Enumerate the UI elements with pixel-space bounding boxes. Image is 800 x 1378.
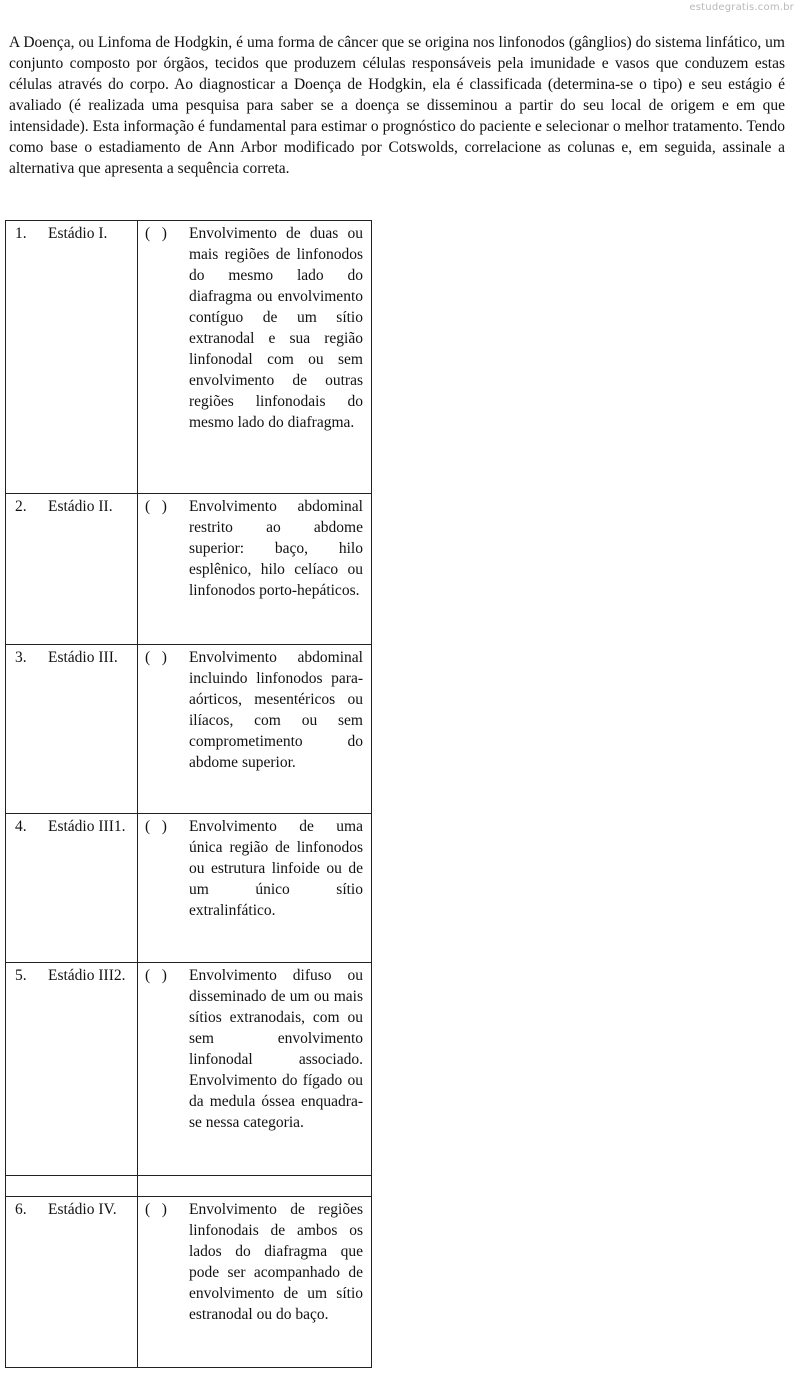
item-number: 2. xyxy=(15,498,27,515)
table-row xyxy=(6,963,372,1176)
description-cell xyxy=(138,1197,372,1368)
answer-blank: ( ) xyxy=(145,1201,167,1218)
description-text: Envolvimento de uma única região de linfonodos ou estrutura linfoide ou de um único sítio extralinfático. xyxy=(189,818,363,919)
empty-cell xyxy=(6,1176,138,1197)
matching-table xyxy=(5,220,372,1368)
item-number: 1. xyxy=(15,225,27,242)
table-row xyxy=(6,814,372,963)
stage-label: Estádio IV. xyxy=(48,1201,117,1218)
answer-blank: ( ) xyxy=(145,498,167,515)
stage-label: Estádio I. xyxy=(48,225,108,242)
answer-blank: ( ) xyxy=(145,225,167,242)
description-cell xyxy=(138,963,372,1176)
item-number: 3. xyxy=(15,649,27,666)
table-row xyxy=(6,645,372,814)
table-row xyxy=(6,494,372,645)
stage-cell xyxy=(6,1197,138,1368)
stage-cell xyxy=(6,221,138,494)
empty-table-row xyxy=(6,1176,372,1197)
description-cell xyxy=(138,814,372,963)
table-row xyxy=(6,221,372,494)
stage-cell xyxy=(6,814,138,963)
description-text: Envolvimento abdominal restrito ao abdome superior: baço, hilo esplênico, hilo celíaco ou linfonodos porto-hepáticos. xyxy=(189,498,363,599)
description-cell xyxy=(138,494,372,645)
item-number: 4. xyxy=(15,818,27,835)
stage-label: Estádio II. xyxy=(48,498,113,515)
description-cell xyxy=(138,645,372,814)
description-text: Envolvimento difuso ou disseminado de um ou mais sítios extranodais, com ou sem envolvimento linfonodal associado. Envolvimento do fígado ou da medula óssea enquadra-se nessa categoria. xyxy=(189,967,363,1131)
item-number: 5. xyxy=(15,967,27,984)
empty-cell xyxy=(138,1176,372,1197)
stage-cell xyxy=(6,494,138,645)
answer-blank: ( ) xyxy=(145,649,167,666)
stage-label: Estádio III2. xyxy=(48,967,126,984)
answer-blank: ( ) xyxy=(145,967,167,984)
description-cell xyxy=(138,221,372,494)
stage-label: Estádio III1. xyxy=(48,818,126,835)
table-row xyxy=(6,1197,372,1368)
answer-blank: ( ) xyxy=(145,818,167,835)
description-text: Envolvimento de duas ou mais regiões de linfonodos do mesmo lado do diafragma ou envolvimento contíguo de um sítio extranodal e sua região linfonodal com ou sem envolvimento de outras regiões linfonodais do mesmo lado do diafragma. xyxy=(189,225,363,431)
site-watermark: estudegratis.com.br xyxy=(689,2,794,13)
stage-cell xyxy=(6,963,138,1176)
question-statement: A Doença, ou Linfoma de Hodgkin, é uma forma de câncer que se origina nos linfonodos (gânglios) do sistema linfático, um conjunto composto por órgãos, tecidos que produzem células responsáveis pela imunidade e vasos que conduzem estas células através do corpo. Ao diagnosticar a Doença de Hodgkin, ela é classificada (determina-se o tipo) e seu estágio é avaliado (é realizada uma pesquisa para saber se a doença se disseminou a partir do seu local de origem e em que intensidade). Esta informação é fundamental para estimar o prognóstico do paciente e selecionar o melhor tratamento. Tendo como base o estadiamento de Ann Arbor modificado por Cotswolds, correlacione as colunas e, em seguida, assinale a alternativa que apresenta a sequência correta. xyxy=(9,34,785,177)
item-number: 6. xyxy=(15,1201,27,1218)
stage-label: Estádio III. xyxy=(48,649,118,666)
description-text: Envolvimento de regiões linfonodais de ambos os lados do diafragma que pode ser acompanhado de envolvimento de um sítio estranodal ou do baço. xyxy=(189,1201,363,1323)
stage-cell xyxy=(6,645,138,814)
description-text: Envolvimento abdominal incluindo linfonodos para-aórticos, mesentéricos ou ilíacos, com ou sem comprometimento do abdome superior. xyxy=(189,649,363,771)
